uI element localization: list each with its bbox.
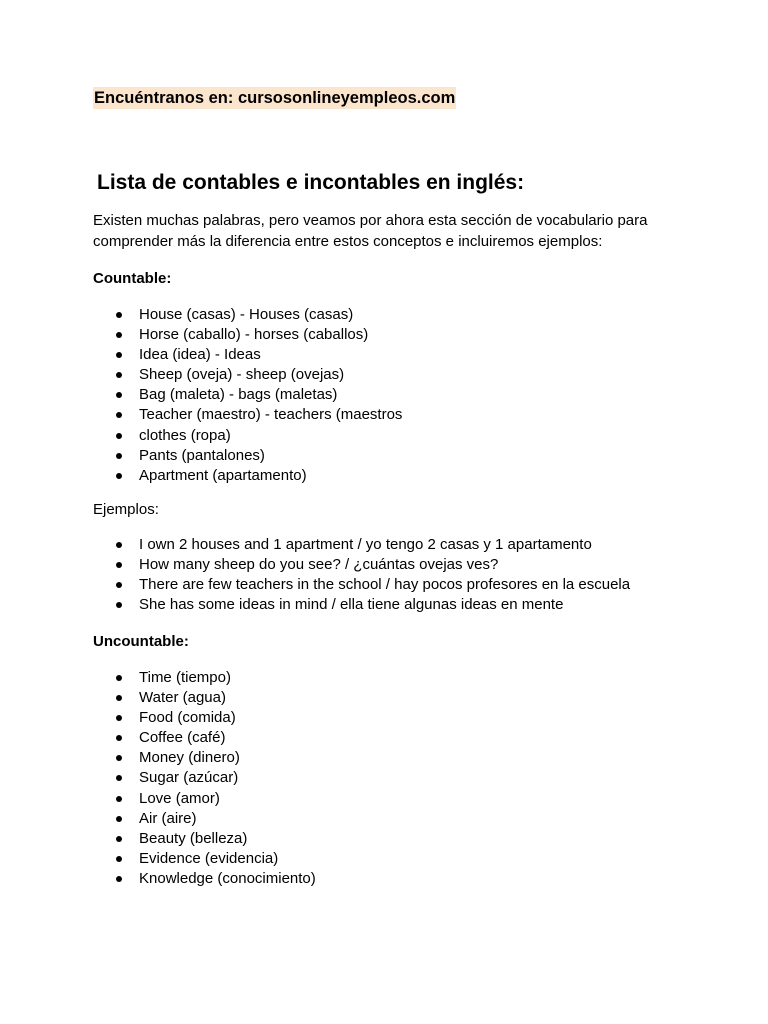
bullet-icon: [116, 775, 122, 781]
bullet-icon: [116, 473, 122, 479]
website-banner: Encuéntranos en: cursosonlineyempleos.com: [94, 89, 456, 107]
list-item-text: Idea (idea) - Ideas: [139, 346, 261, 364]
list-item-text: Food (comida): [139, 709, 236, 727]
list-item-text: Love (amor): [139, 789, 220, 807]
bullet-icon: [116, 453, 122, 459]
list-item: [0, 595, 630, 615]
list-item: [0, 535, 630, 555]
list-item-text: There are few teachers in the school / hay pocos profesores en la escuela: [139, 576, 631, 594]
list-item: [0, 405, 402, 425]
list-item: [0, 728, 316, 748]
list-item: [0, 325, 402, 345]
list-item-text: Sugar (azúcar): [139, 769, 239, 787]
list-item-text: Knowledge (conocimiento): [139, 869, 316, 887]
list-item: [0, 789, 316, 809]
list-item-text: Air (aire): [139, 809, 197, 827]
list-item-text: House (casas) - Houses (casas): [139, 306, 354, 323]
page-title: Lista de contables e incontables en inglés:: [97, 171, 525, 194]
list-item: [0, 426, 402, 446]
uncountable-list: [0, 668, 316, 889]
intro-paragraph: Existen muchas palabras, pero veamos por ahora esta sección de vocabulario para comprender más la diferencia entre estos conceptos e incluiremos ejemplos:: [93, 212, 648, 250]
list-item-text: Coffee (café): [139, 729, 226, 747]
list-item: [0, 688, 316, 708]
bullet-icon: [116, 602, 122, 608]
bullet-icon: [116, 312, 122, 318]
list-item: [0, 849, 316, 869]
list-item-text: How many sheep do you see? / ¿cuántas ovejas ves?: [139, 556, 499, 574]
bullet-icon: [116, 332, 122, 338]
list-item: [0, 768, 316, 788]
bullet-icon: [116, 715, 122, 721]
list-item-text: Horse (caballo) - horses (caballos): [139, 326, 369, 344]
list-item: [0, 446, 402, 466]
list-item: [0, 365, 402, 385]
countable-list: [0, 305, 402, 486]
list-item: [0, 708, 316, 728]
list-item: [0, 668, 316, 688]
list-item-text: I own 2 houses and 1 apartment / yo tengo 2 casas y 1 apartamento: [139, 536, 592, 553]
bullet-icon: [116, 675, 122, 681]
uncountable-heading: Uncountable:: [93, 633, 189, 650]
bullet-icon: [116, 372, 122, 378]
examples-list: [0, 535, 630, 615]
list-item-text: Apartment (apartamento): [139, 466, 307, 484]
list-item-text: Evidence (evidencia): [139, 849, 279, 867]
bullet-icon: [116, 856, 122, 862]
list-item: [0, 385, 402, 405]
list-item: [0, 809, 316, 829]
bullet-icon: [116, 796, 122, 802]
bullet-icon: [116, 352, 122, 358]
list-item: [0, 305, 402, 325]
bullet-icon: [116, 755, 122, 761]
list-item-text: Bag (maleta) - bags (maletas): [139, 386, 338, 404]
list-item: [0, 555, 630, 575]
list-item-text: Time (tiempo): [139, 669, 231, 686]
list-item: [0, 466, 402, 486]
bullet-icon: [116, 695, 122, 701]
examples-label: Ejemplos:: [93, 501, 159, 518]
bullet-icon: [116, 562, 122, 568]
list-item: [0, 869, 316, 889]
list-item-text: Sheep (oveja) - sheep (ovejas): [139, 366, 345, 384]
list-item-text: clothes (ropa): [139, 426, 231, 444]
bullet-icon: [116, 392, 122, 398]
bullet-icon: [116, 876, 122, 882]
list-item-text: Teacher (maestro) - teachers (maestros: [139, 406, 403, 424]
countable-heading: Countable:: [93, 270, 172, 287]
bullet-icon: [116, 412, 122, 418]
list-item-text: She has some ideas in mind / ella tiene algunas ideas en mente: [139, 596, 564, 614]
list-item-text: Money (dinero): [139, 749, 240, 767]
bullet-icon: [116, 433, 122, 439]
list-item: [0, 575, 630, 595]
list-item-text: Beauty (belleza): [139, 829, 248, 847]
list-item-text: Pants (pantalones): [139, 446, 265, 464]
bullet-icon: [116, 836, 122, 842]
bullet-icon: [116, 735, 122, 741]
list-item: [0, 829, 316, 849]
list-item: [0, 345, 402, 365]
bullet-icon: [116, 542, 122, 548]
bullet-icon: [116, 816, 122, 822]
list-item: [0, 748, 316, 768]
list-item-text: Water (agua): [139, 689, 226, 707]
bullet-icon: [116, 582, 122, 588]
